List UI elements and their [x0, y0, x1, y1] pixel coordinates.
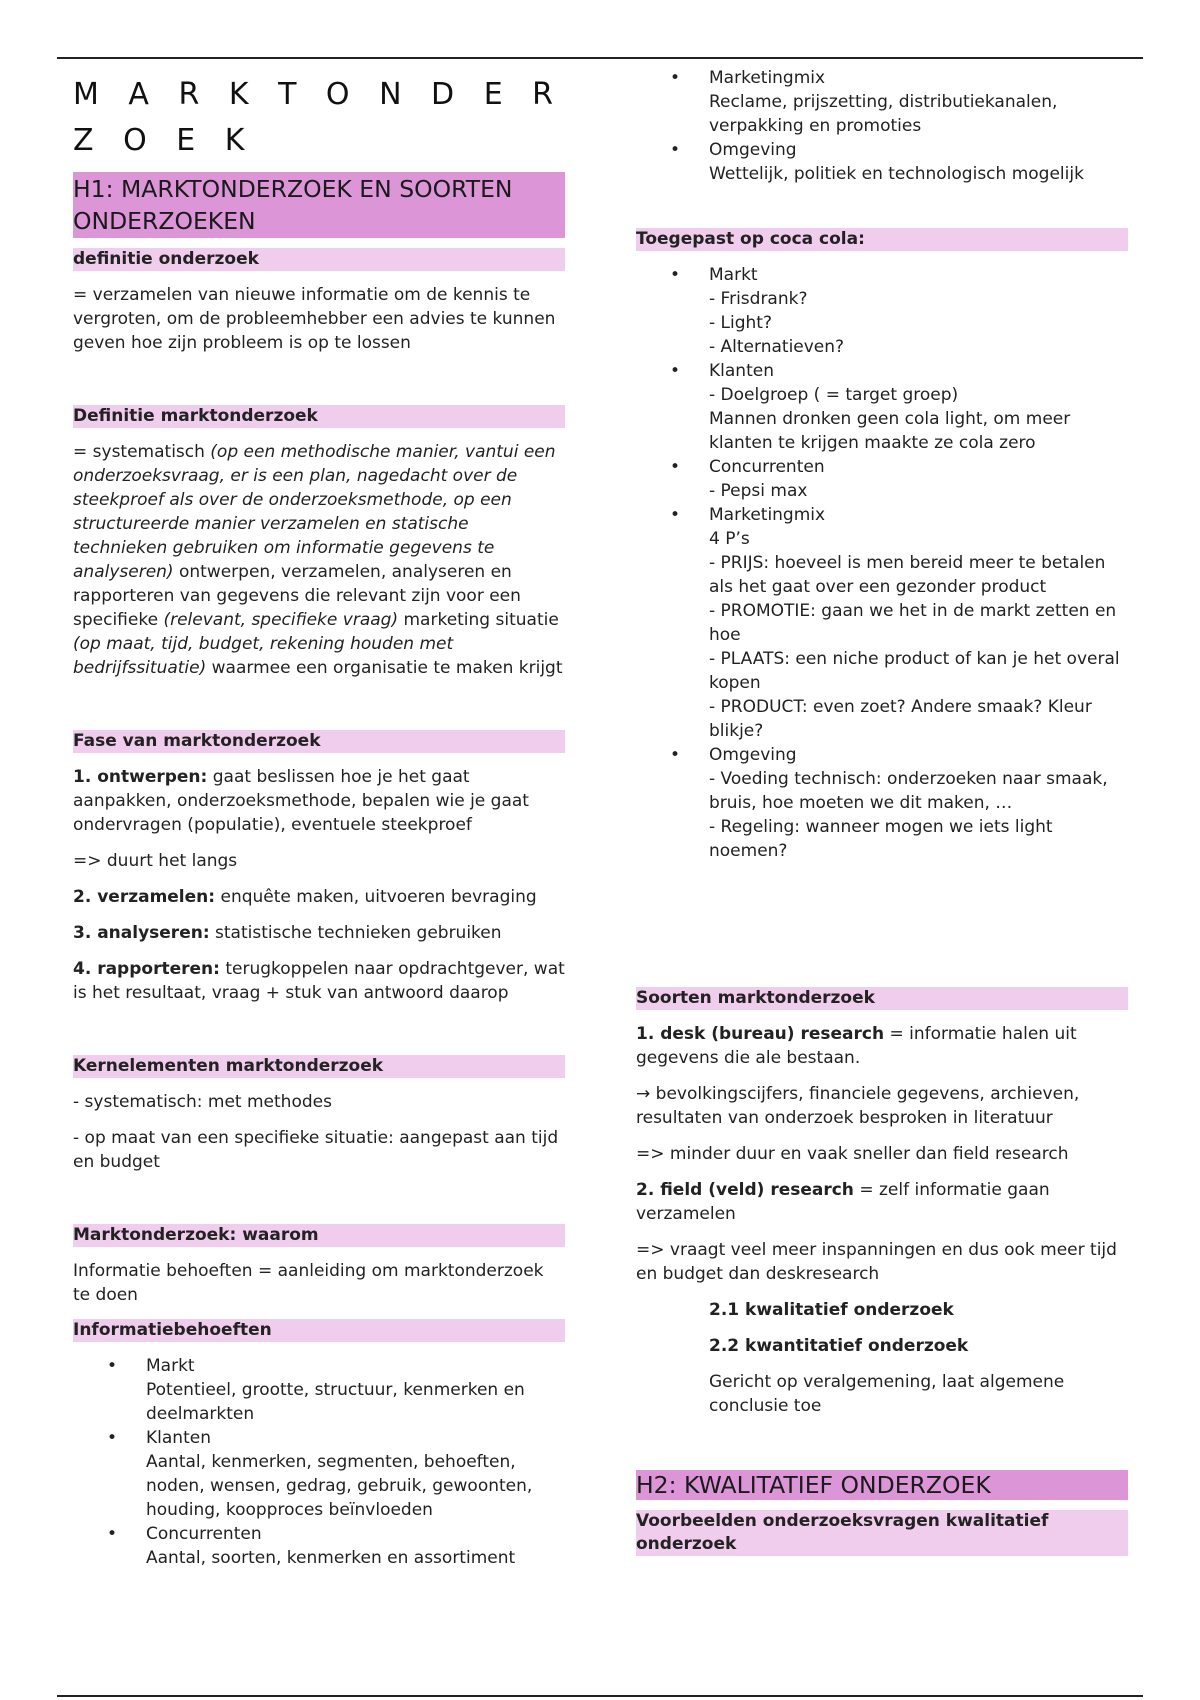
list-item: • Marketingmix Reclame, prijszetting, distributiekanalen, verpakking en promoties [636, 66, 1128, 138]
list-item: • Klanten - Doelgroep ( = target groep) Mannen dronken geen cola light, om meer klanten te krijgen maakte ze cola zero [636, 359, 1128, 455]
fase-step-1-note: => duurt het langs [73, 851, 238, 871]
chapter-heading-h1: H1: MARKTONDERZOEK EN SOORTEN ONDERZOEKEN [73, 172, 565, 238]
list-item: • Omgeving Wettelijk, politiek en technologisch mogelijk [636, 138, 1128, 186]
list-item: • Markt - Frisdrank? - Light? - Alternatieven? [636, 263, 1128, 359]
section-heading-definitie-onderzoek: definitie onderzoek [73, 248, 565, 271]
definitie-marktonderzoek-text: = systematisch (op een methodische manier, vantui een onderzoeksvraag, er is een plan, nagedacht over de steekproef als over de onderzoeksmethode, op een structureerde manier verzamelen en statische technieken gebruiken om informatie gegevens te analyseren) ontwerpen, verzamelen, analyseren en rapporteren van gegevens die relevant zijn voor een specifieke (relevant, specifieke vraag) marketing situatie (op maat, tijd, budget, rekening houden met bedrijfssituatie) waarmee een organisatie te maken krijgt [73, 442, 563, 678]
kwantitatief-subheading: 2.2 kwantitatief onderzoek [709, 1336, 969, 1356]
field-research-note: => vraagt veel meer inspanningen en dus ook meer tijd en budget dan deskresearch [636, 1240, 1117, 1284]
list-item: • Klanten Aantal, kenmerken, segmenten, behoeften, noden, wensen, gedrag, gebruik, gewoonten, houding, koopproces beïnvloeden [73, 1426, 565, 1522]
list-item: • Concurrenten - Pepsi max [636, 455, 1128, 503]
kernelement-2: - op maat van een specifieke situatie: aangepast aan tijd en budget [73, 1128, 559, 1172]
section-heading-coca-cola: Toegepast op coca cola: [636, 228, 1128, 251]
kwantitatief-text: Gericht op veralgemening, laat algemene conclusie toe [709, 1372, 1065, 1416]
desk-research-examples: → bevolkingscijfers, financiele gegevens, archieven, resultaten van onderzoek besproken in literatuur [636, 1084, 1080, 1128]
list-item: • Omgeving - Voeding technisch: onderzoeken naar smaak, bruis, hoe moeten we dit maken, … - Regeling: wanneer mogen we iets light noemen? [636, 743, 1128, 863]
left-column [73, 66, 565, 1570]
fase-step-4: 4. rapporteren: terugkoppelen naar opdrachtgever, wat is het resultaat, vraag + stuk van antwoord daarop [73, 959, 565, 1003]
list-item: • Marketingmix 4 P’s - PRIJS: hoeveel is men bereid meer te betalen als het gaat over een gezonder product - PROMOTIE: gaan we het in de markt zetten en hoe - PLAATS: een niche product of kan je het overal kopen - PRODUCT: even zoet? Andere smaak? Kleur blikje? [636, 503, 1128, 743]
section-heading-fase: Fase van marktonderzoek [73, 730, 565, 753]
section-heading-informatiebehoeften: Informatiebehoeften [73, 1319, 565, 1342]
field-research-text: 2. field (veld) research = zelf informatie gaan verzamelen [636, 1180, 1050, 1224]
section-heading-kernelementen: Kernelementen marktonderzoek [73, 1055, 565, 1078]
section-heading-waarom: Marktonderzoek: waarom [73, 1224, 565, 1247]
waarom-text: Informatie behoeften = aanleiding om marktonderzoek te doen [73, 1261, 544, 1305]
fase-step-3: 3. analyseren: statistische technieken gebruiken [73, 923, 502, 943]
list-item: • Concurrenten Aantal, soorten, kenmerken en assortiment [73, 1522, 565, 1570]
chapter-heading-h2: H2: KWALITATIEF ONDERZOEK [636, 1470, 1128, 1500]
fase-step-2: 2. verzamelen: enquête maken, uitvoeren bevraging [73, 887, 537, 907]
desk-research-text: 1. desk (bureau) research = informatie halen uit gegevens die ale bestaan. [636, 1024, 1077, 1068]
list-item: • Markt Potentieel, grootte, structuur, kenmerken en deelmarkten [73, 1354, 565, 1426]
right-column [636, 66, 1128, 1568]
kernelement-1: - systematisch: met methodes [73, 1092, 332, 1112]
page-title: M A R K T O N D E R Z O E K [73, 77, 564, 158]
top-rule [57, 57, 1143, 59]
fase-step-1: 1. ontwerpen: gaat beslissen hoe je het gaat aanpakken, onderzoeksmethode, bepalen wie je gaat ondervragen (populatie), eventuele steekproef [73, 767, 529, 835]
bottom-rule [57, 1695, 1143, 1697]
section-heading-soorten: Soorten marktonderzoek [636, 987, 1128, 1010]
coca-cola-list [636, 263, 1128, 863]
informatiebehoeften-list-continued [636, 66, 1128, 186]
desk-research-note: => minder duur en vaak sneller dan field research [636, 1144, 1069, 1164]
section-heading-voorbeelden: Voorbeelden onderzoeksvragen kwalitatief onderzoek [636, 1510, 1128, 1556]
informatiebehoeften-list [73, 1354, 565, 1570]
kwalitatief-subheading: 2.1 kwalitatief onderzoek [709, 1300, 954, 1320]
section-heading-definitie-marktonderzoek: Definitie marktonderzoek [73, 405, 565, 428]
definitie-onderzoek-text: = verzamelen van nieuwe informatie om de kennis te vergroten, om de probleemhebber een advies te kunnen geven hoe zijn probleem is op te lossen [73, 285, 556, 353]
